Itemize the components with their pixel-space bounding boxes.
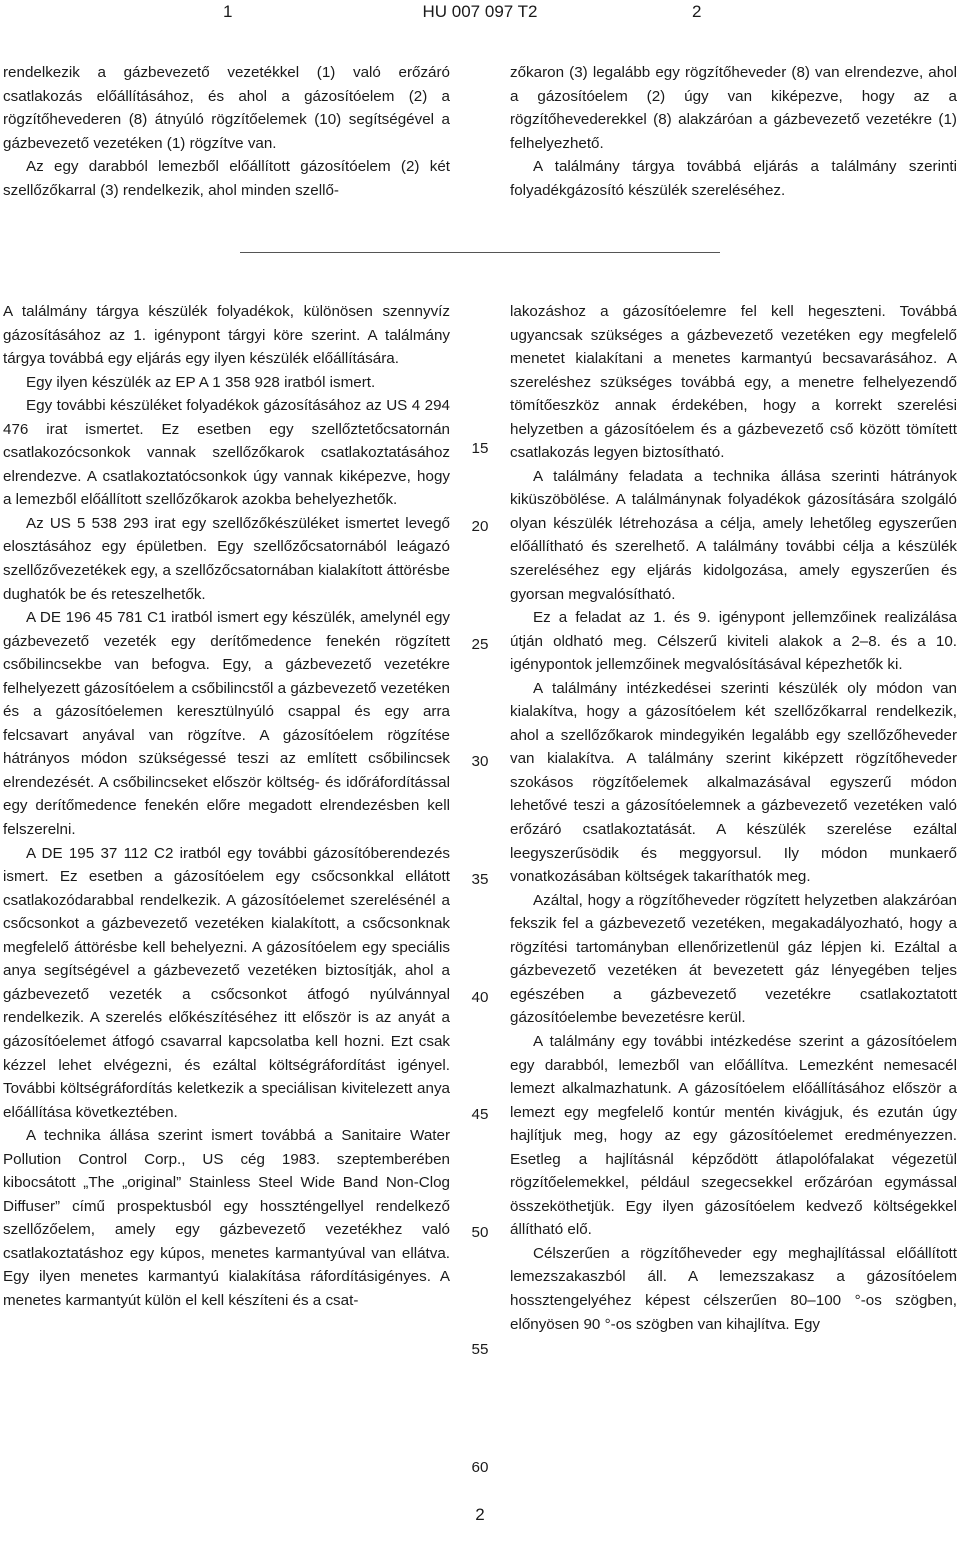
- line-number: 30: [471, 753, 489, 770]
- line-number: 60: [471, 1459, 489, 1476]
- document-id: HU 007 097 T2: [422, 2, 538, 21]
- paragraph: A találmány feladata a technika állása szerinti hátrányok kiküszöbölése. A találmánynak folyadékok gázosítására szolgáló olyan készülék létrehozása a célja, amely lehetőleg egyszerűen előállítható és szerelhető. A találmány további célja a készülék szereléséhez egy eljárás kidolgozása, amely egyszerűen és gyorsan megvalósítható.: [510, 467, 957, 603]
- line-number: 20: [471, 518, 489, 535]
- paragraph: Egy ilyen készülék az EP A 1 358 928 iratból ismert.: [26, 373, 376, 391]
- paragraph: Azáltal, hogy a rögzítőheveder rögzített helyzetben alakzáróan fekszik fel a gázbevezető vezetéken, megakadályozható, hogy a rögzítési tartományban ellenőrizetlenül gáz lépjen ki. Ezáltal a gázbevezető vezetéken át bevezetett gáz lényegében teljes egészében a gázbevezető vezetékre csatlakoztatott gázosítóelembe bevezetésre kerül.: [510, 891, 957, 1027]
- paragraph: rendelkezik a gázbevezető vezetékkel (1) való erőzáró csatlakozás előállításához, és ahol a gázosítóelem (2) a rögzítőhevederen (8) átnyúló rögzítőelemek (10) segítségével a gázbevezető vezetéken (1) rögzítve van.: [3, 64, 450, 152]
- paragraph: A DE 196 45 781 C1 iratból ismert egy készülék, amelynél egy gázbevezető vezeték egy derítőmedence fenekén rögzített csőbilincsekbe van befogva. Egy, a gázbevezető vezetékre felhelyezett gázosítóelem a csőbilincstől a gázbevezető vezetéken és a gázosítóelemen keresztülnyúló csappal és egy arra felcsavart anyával van rögzítve. A gázosítóelem rögzítése hátrányos módon szükségessé teszi az említett csőbilincsek elrendezését. A csőbilincseket először költség- és időráfordítással egy derítőmedence fenekén előre megadott elrendezésben kell felszerelni.: [3, 609, 450, 839]
- top-left-text: [3, 61, 450, 202]
- paragraph: Célszerűen a rögzítőheveder egy meghajlítással előállított lemezszakaszból áll. A lemezszakasz a gázosítóelem hossztengelyéhez képest célszerűen 80–100 °-os szögben, előnyösen 90 °-os szögben van kihajlítva. Egy: [510, 1244, 957, 1333]
- paragraph: A DE 195 37 112 C2 iratból egy további gázosítóberendezés ismert. Ez esetben a gázosítóelem egy csőcsonkkal ellátott csatlakozódarabbal rendelkezik. A gázosítóelemet szerelésénél a csőcsonkot a gázbevezető vezetéken kialakított, a csőcsonknak megfelelő áttörésbe kell behelyezni. A gázosítóelem egy speciális anya segítségével a gázbevezető vezetéken biztosítják, ahol a gázbevezető vezeték a csőcsonkot átfogó nyúlvánnyal rendelkezik. A szerelés előkészítéséhez itt először is az anyát a gázosítóelemet átfogó csavarral kapcsolatba kell hozni. Ezt csak kézzel lehet elvégezni, és ezáltal költségráfordítást igényel. További költségráfordítás keletkezik a speciálisan kivitelezett anya előállítása következtében.: [3, 844, 450, 1121]
- paragraph: A találmány tárgya készülék folyadékok, különösen szennyvíz gázosításához az 1. igénypont tárgyi köre szerint. A találmány tárgya továbbá egy eljárás egy ilyen készülék előállítására.: [3, 303, 450, 368]
- description-left-column: [3, 300, 450, 1313]
- line-number: 15: [471, 440, 489, 457]
- paragraph: Az US 5 538 293 irat egy szellőzőkészüléket ismertet levegő elosztásához egy épületben. Egy szellőzőcsatornából leágazó szellőzővezetékek egy, a szellőzőcsatornában kialakított áttörésbe dughatók be és reteszelhetők.: [3, 514, 450, 603]
- top-right-text: [510, 61, 957, 202]
- section-divider: [240, 252, 720, 253]
- line-number: 25: [471, 636, 489, 653]
- description-right-column: [510, 300, 957, 1336]
- line-number: 35: [471, 871, 489, 888]
- paragraph: A találmány egy további intézkedése szerint a gázosítóelem egy darabból, lemezből van előállítva. Lemezként nemesacél lemezt alkalmazhatunk. A gázosítóelem előállításához először a lemezt egy megfelelő kontúr mentén kivágjuk, és ezután úgy hajlítjuk meg, hogy az egy gázosítóelemet eredményezzen. Esetleg a hajlításnál képződött átlapolófalakat végezetül rögzítőelemekkel, például szegecsekkel erőzáróan egymással összeköthetjük. Egy ilyen gázosítóelem kedvező költségekkel állítható elő.: [510, 1032, 957, 1239]
- paragraph: Ez a feladat az 1. és 9. igénypont jellemzőinek realizálása útján oldható meg. Célszerű kiviteli alakok a 2–8. és a 10. igénypontok jellemzőinek megvalósításával képezhetők ki.: [510, 609, 957, 674]
- footer-page-number: 2: [475, 1505, 485, 1524]
- paragraph: A technika állása szerint ismert továbbá a Sanitaire Water Pollution Control Corp., US cég 1983. szeptemberében kibocsátott „The „original” Stainless Steel Wide Band Non-Clog Diffuser” című prospektusból egy hosszténgellyel rendelkező szellőzőelem, amely egy gázbevezető vezetékhez való csatlakoztatáshoz egy kúpos, menetes karmantyúval van ellátva. Egy ilyen menetes karmantyú kialakítása ráfordításigényes. A menetes karmantyút külön el kell készíteni és a csat-: [3, 1127, 450, 1309]
- left-page-number: 1: [223, 2, 233, 21]
- line-number: 45: [471, 1106, 489, 1123]
- line-number: 55: [471, 1341, 489, 1358]
- line-number: 50: [471, 1224, 489, 1241]
- paragraph: zőkaron (3) legalább egy rögzítőheveder (8) van elrendezve, ahol a gázosítóelem (2) úgy van kiképezve, hogy az a rögzítőhevederekkel (8) alakzáróan a gázbevezető vezetékre (1) felhelyezhető.: [510, 64, 957, 152]
- paragraph: Az egy darabból lemezből előállított gázosítóelem (2) két szellőzőkarral (3) rendelkezik, ahol minden szellő-: [3, 158, 450, 199]
- paragraph: A találmány tárgya továbbá eljárás a találmány szerinti folyadékgázosító készülék szereléséhez.: [510, 158, 957, 199]
- paragraph: lakozáshoz a gázosítóelemre fel kell hegeszteni. Továbbá ugyancsak szükséges a gázbevezető vezetéken egy megfelelő menetet kialakítani a menetes karmantyú becsavarásához. A szereléshez szükséges továbbá egy, a menetre felhelyezendő tömítőeszköz annak érdekében, hogy a korrekt szerelési helyzetben a gázosítóelem és a gázbevezető cső között tömített csatlakozás legyen biztosítható.: [510, 303, 957, 462]
- line-number: 40: [471, 989, 489, 1006]
- paragraph: A találmány intézkedései szerinti készülék oly módon van kialakítva, hogy a gázosítóelem két szellőzőkarral rendelkezik, ahol a szellőzőkarok mindegyikén legalább egy szellőzőheveder van kialakítva. A találmány szerint kiképzett rögzítőheveder szokásos rögzítőelemek alkalmazásával egyszerű módon lehetővé teszi a gázosítóelemnek a gázbevezető vezetéken való erőzáró csatlakoztatását. A készülék szerelése ezáltal leegyszerűsödik és meggyorsul. Ily módon munkaerő vonatkozásában költségek takaríthatók meg.: [510, 679, 957, 886]
- paragraph: Egy további készüléket folyadékok gázosításához az US 4 294 476 irat ismertet. Ez esetben egy szellőztetőcsatornán csatlakozócsonkok vannak szellőzőkarok csatlakoztatásához elrendezve. A csatlakoztatócsonkok úgy vannak kiképezve, hogy a lemezből előállított szellőzőkarok azokba behelyezhetők.: [3, 397, 450, 509]
- right-page-number: 2: [692, 2, 702, 21]
